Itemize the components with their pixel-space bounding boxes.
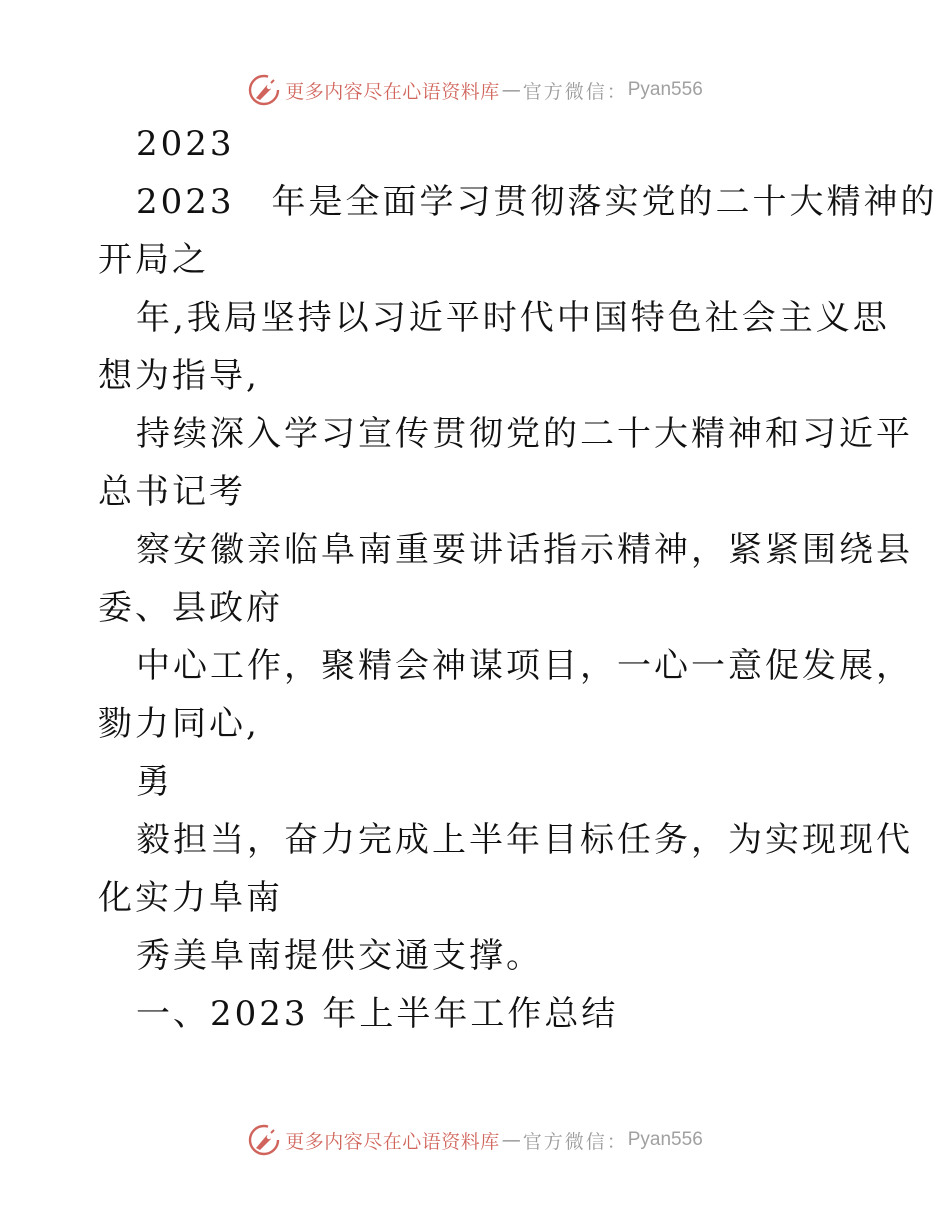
document-body <box>98 115 938 1043</box>
text-line: 2023 <box>136 124 235 164</box>
text-line: 勇 <box>136 762 173 802</box>
text-line: 化实力阜南 <box>98 878 283 918</box>
pen-nib-seal-icon <box>247 1123 281 1157</box>
text-line: 一、2023 年上半年工作总结 <box>136 994 619 1034</box>
watermark-site-text: 更多内容尽在心语资料库 <box>285 80 500 103</box>
text-line: 秀美阜南提供交通支撑。 <box>136 936 543 976</box>
text-line: 想为指导, <box>98 356 260 396</box>
watermark-separator: — <box>501 1129 521 1151</box>
watermark-account-id: Pyan556 <box>627 79 703 100</box>
text-line: 开局之 <box>98 240 209 280</box>
text-line: 勠力同心, <box>98 704 260 744</box>
header-watermark <box>0 70 950 110</box>
watermark-account-id: Pyan556 <box>627 1129 703 1150</box>
text-line: 毅担当，奋力完成上半年目标任务，为实现现代 <box>136 820 913 860</box>
watermark-account-label: 官方微信： <box>522 80 628 103</box>
watermark-separator: — <box>501 79 521 101</box>
text-line: 持续深入学习宣传贯彻党的二十大精神和习近平 <box>136 414 913 454</box>
text-line: 总书记考 <box>98 472 246 512</box>
text-line: 年,我局坚持以习近平时代中国特色社会主义思 <box>136 298 890 338</box>
watermark-account-label: 官方微信： <box>522 1130 628 1153</box>
text-line: 中心工作，聚精会神谋项目，一心一意促发展， <box>136 646 913 686</box>
footer-watermark <box>0 1120 950 1160</box>
text-line: 2023 年是全面学习贯彻落实党的二十大精神的 <box>136 182 938 222</box>
text-line: 察安徽亲临阜南重要讲话指示精神，紧紧围绕县 <box>136 530 913 570</box>
watermark-site-text: 更多内容尽在心语资料库 <box>285 1130 500 1153</box>
pen-nib-seal-icon <box>247 73 281 107</box>
text-line: 委、县政府 <box>98 588 283 628</box>
